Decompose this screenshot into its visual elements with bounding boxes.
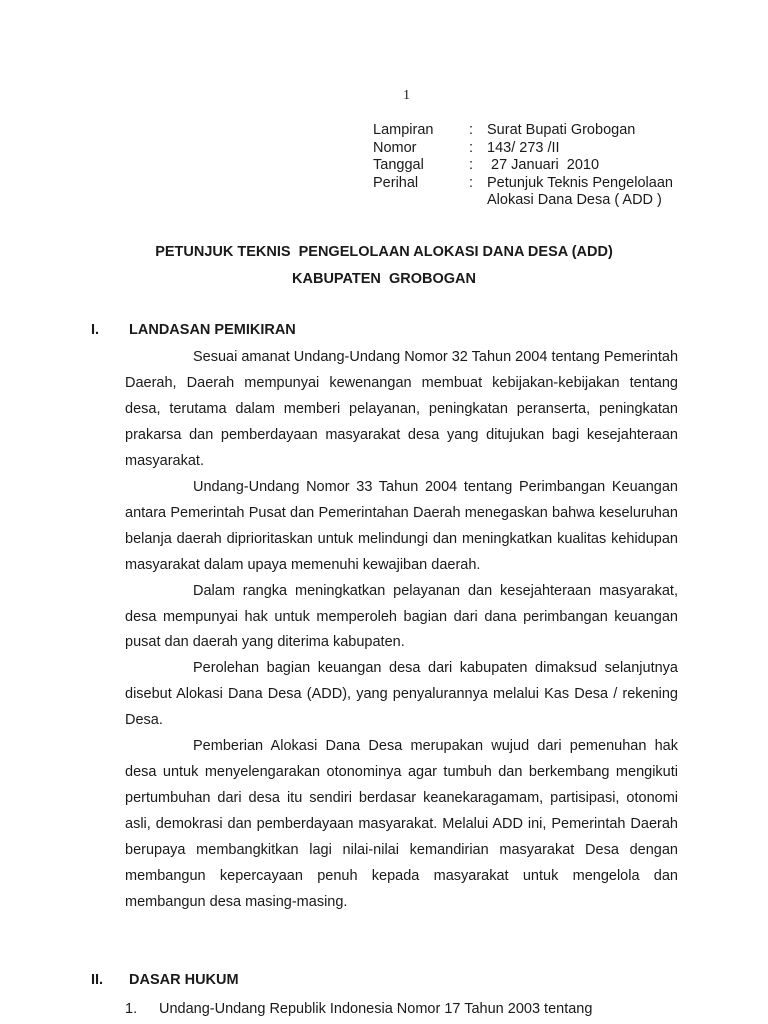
meta-row-perihal (373, 175, 703, 210)
section-heading-landasan (91, 322, 296, 338)
meta-row-tanggal (373, 157, 703, 175)
meta-value: Petunjuk Teknis Pengelolaan Alokasi Dana Desa ( ADD ) (487, 174, 673, 208)
section-heading-dasar-hukum (91, 972, 239, 988)
meta-label: Lampiran (373, 122, 434, 138)
section-body-landasan (125, 345, 678, 916)
paragraph: Undang-Undang Nomor 33 Tahun 2004 tentang Perimbangan Keuangan antara Pemerintah Pusat dan Pemerintahan Daerah menegaskan bahwa keseluruhan belanja daerah diprioritaskan untuk melindungi dan meningkatkan kualitas kehidupan masyarakat dalam upaya memenuhi kewajiban daerah. (125, 478, 678, 573)
meta-value: Surat Bupati Grobogan (487, 122, 636, 138)
meta-colon: : (469, 157, 474, 173)
meta-colon: : (469, 139, 474, 156)
meta-value: 27 Januari 2010 (487, 157, 600, 173)
meta-value: 143/ 273 /II (487, 139, 560, 156)
paragraph: Perolehan bagian keuangan desa dari kabupaten dimaksud selanjutnya disebut Alokasi Dana Desa (ADD), yang penyalurannya melalui Kas Desa / rekening Desa. (125, 660, 678, 729)
meta-row-lampiran (373, 122, 703, 140)
paragraph: Dalam rangka meningkatkan pelayanan dan kesejahteraan masyarakat, desa mempunyai hak untuk memperoleh bagian dari dana perimbangan keuangan pusat dan daerah yang diterima kabupaten. (125, 582, 678, 651)
paragraph: Pemberian Alokasi Dana Desa merupakan wujud dari pemenuhan hak desa untuk menyelengarakan otonominya agar tumbuh dan berkembang mengikuti pertumbuhan dari desa itu sendiri berdasar keanekaragamam, partisipasi, otonomi asli, demokrasi dan pemberdayaan masyarakat. Melalui ADD ini, Pemerintah Daerah berupaya membangkitkan lagi nilai-nilai kemandirian masyarakat Desa dengan membangun kepercayaan penuh kepada masyarakat untuk mengelola dan membangun desa masing-masing. (125, 738, 678, 911)
section-number: II. (91, 972, 104, 988)
meta-label: Nomor (373, 139, 417, 156)
paragraph: Sesuai amanat Undang-Undang Nomor 32 Tahun 2004 tentang Pemerintah Daerah, Daerah mempunyai kewenangan membuat kebijakan-kebijakan tentang desa, terutama dalam memberi pelayanan, peningkatan peranserta, peningkatan prakarsa dan pemberdayaan masyarakat desa yang ditujukan bagi kesejahteraan masyarakat. (125, 349, 679, 469)
document-title: PETUNJUK TEKNIS PENGELOLAAN ALOKASI DANA DESA (ADD) (155, 244, 613, 260)
meta-colon: : (469, 174, 474, 191)
meta-label: Tanggal (373, 157, 424, 173)
letter-metadata (373, 122, 703, 210)
list-item-text: Undang-Undang Republik Indonesia Nomor 17 Tahun 2003 tentang (159, 1001, 593, 1017)
list-item (125, 997, 678, 1023)
section-title: LANDASAN PEMIKIRAN (129, 322, 296, 338)
document-subtitle: KABUPATEN GROBOGAN (292, 271, 476, 287)
page-number: 1 (403, 88, 410, 103)
section-title: DASAR HUKUM (129, 972, 239, 988)
meta-label: Perihal (373, 174, 419, 191)
meta-row-nomor (373, 140, 703, 158)
meta-colon: : (469, 122, 474, 138)
list-item-number: 1. (125, 1001, 138, 1017)
section-number: I. (91, 322, 100, 338)
